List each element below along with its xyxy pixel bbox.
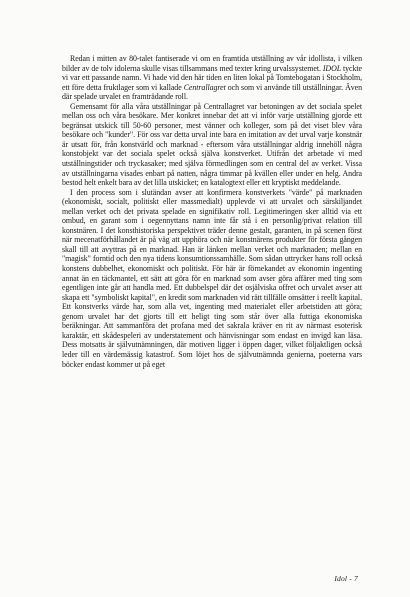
text-run: tyckte vi var ett passande namn. Vi hade vid den här tiden en liten lokal på Tomtebogatan i Stockholm, ett före detta fruktlager som vi kallade <box>62 63 362 92</box>
text-run: Gemensamt för alla våra utställningar på Centrallagret var betoningen av det sociala spelet mellan oss och våra besökare. Mer konkret innebar det att vi inför varje utställning gjorde ett begränsat utskick till 50-60 personer, mest vänner och kolleger, som på det viset blev våra besökare och "kunder". För oss var detta urval inte bara en imitation av det urval varje konstnär är utsatt för, från konstvärld och marknad - eftersom våra utställningar aldrig innehöll några konstobjekt var det sociala spelet också själva konstverket. Utifrån det arbetade vi med utställningstider och tryckasaker; med själva förmedlingen som en central del av verket. Vissa av utställningarna visades enbart på natten, några timmar på kvällen eller under en helg. Andra bestod helt enkelt bara av det lilla utskicket; en katalogtext eller ett kryptiskt meddelande. <box>62 101 362 188</box>
italic-term: IDOL <box>322 63 342 73</box>
text-run: I den process som i slutändan avser att konfirmera konstverkets "värde" på marknaden (ekonomiskt, socialt, politiskt eller massmedialt) upplevde vi att urvalet och särskiljandet mellan verket och det privata spelade en signifikativ roll. Legitimeringen sker alltid via ett ombud, en garant som i oegennyttans namn inte får stå i en personlig/privat relation till konstnären. I det konsthistoriska perspektivet träder denne gestalt, garanten, in på scenen först när mecenatförhållandet är på väg att upphöra och när konstnärens produkter för första gången skall till att avyttras på en marknad. Han är länken mellan verket och marknaden; mellan en "magisk" forntid och den nya tidens konsumtionssamhälle. Som sådan uttrycker hans roll också konstens dubbelhet, ekonomiskt och politiskt. För här är förnekandet av ekonomin ingenting annat än en täckmantel, ett sätt att göra för en marknad som avser göra affärer med ting som egentligen inte går att handla med. Ett dubbelspel där det osjälviska offret och urvalet avser att skapa ett "symboliskt kapital", en kredit som marknaden vid rätt tillfälle omsätter i reellt kapital. Ett konstverks värde har, som alla vet, ingenting med materialet eller arbetstiden att göra; genom urvalet har det gjorts till ett heligt ting som står över alla futtiga ekonomiska beräkningar. Att sammanföra det profana med det sakrala kräver en rit av närmast esoterisk karaktär, ett skådespeleri av understatement och hänvisningar som endast en invigd kan läsa. Dess motsatts är självutnämningen, där motiven ligger i öppen dager, vilket följaktligen också leder till en värdemässig katastrof. Som löjet hos de självutnämnda genierna, poeterna vars böcker endast kommer ut på eget <box>62 187 362 369</box>
page-footer: Idol - 7 <box>334 574 358 583</box>
text-run: och som vi använde till utställningar. Även där spelade urvalet en framträdande roll. <box>62 82 362 102</box>
body-paragraph <box>62 188 362 369</box>
body-paragraph <box>62 54 362 102</box>
body-text <box>62 54 362 369</box>
body-paragraph <box>62 102 362 188</box>
text-run: Redan i mitten av 80-talet fantiserade vi om en framtida utställning av vår idollista, i vilken bilder av de tolv idolerna skulle visas tillsammans med texter kring urvalssystemet. <box>62 54 362 73</box>
italic-term: Centrallagret <box>183 82 226 92</box>
